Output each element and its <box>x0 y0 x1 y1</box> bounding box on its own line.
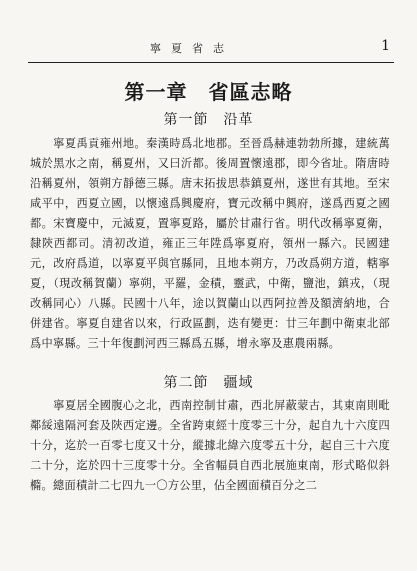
header-rule <box>28 62 394 63</box>
running-title: 寧夏省志 <box>150 42 234 55</box>
chapter-title: 第一章 省區志略 <box>124 80 293 104</box>
section-title-territory: 第二節 疆域 <box>163 375 254 391</box>
section-title-history: 第一節 沿革 <box>163 112 254 128</box>
page-number: 1 <box>381 38 390 54</box>
paragraph-history: 寧夏禹貢雍州地。秦漢時爲北地郡。至晉爲赫連勃勃所據，建統萬城於黑水之南，稱夏州，又曰沂都。後周置懷遠郡，即今省址。隋唐時沿稱夏州，領朔方靜德三縣。唐末拓拔思恭鎮夏州，遂世有其地。至宋咸平中，西夏立國，以懷遠爲興慶府，寶元改稱中興府，遂爲西夏之國都。宋寶慶中，元滅夏，置寧夏路，屬於甘肅行省。明代改稱寧夏衛，隸陝西都司。清初改道，雍正三年陞爲寧夏府，領州一縣六。民國建元，改府爲道，以寧夏平與官縣同，且地本朔方，乃改爲朔方道，轄寧夏，（現改稱賀蘭）寧朔，平羅，金積，靈武，中衛，鹽池，鎮戎，（現改稱同心）八縣。民國十八年，途以賀蘭山以西阿拉善及額濟納地，合併建省。寧夏自建省以來，行政區劃，迭有變更：廿三年劃中衛東北部爲中寧縣。三十年復劃河西三縣爲五縣，增永寧及惠農兩縣。 <box>30 137 390 350</box>
paragraph-territory: 寧夏居全國腹心之北，西南控制甘肅，西北屏蔽蒙古，其東南則毗鄰綏遠隔河套及陝西定邊。全省跨東經十度零三十分，起自九十六度四十分，迄於一百零七度又十分，縱據北緯六度零五十分，起自三十六度二十分，迄於四十三度零十分。全省幅員自西北展施東南，形式略似斜橢。總面積計二七四九一〇方公里，佔全國面積百分之二 <box>30 399 390 492</box>
running-header <box>30 40 390 56</box>
